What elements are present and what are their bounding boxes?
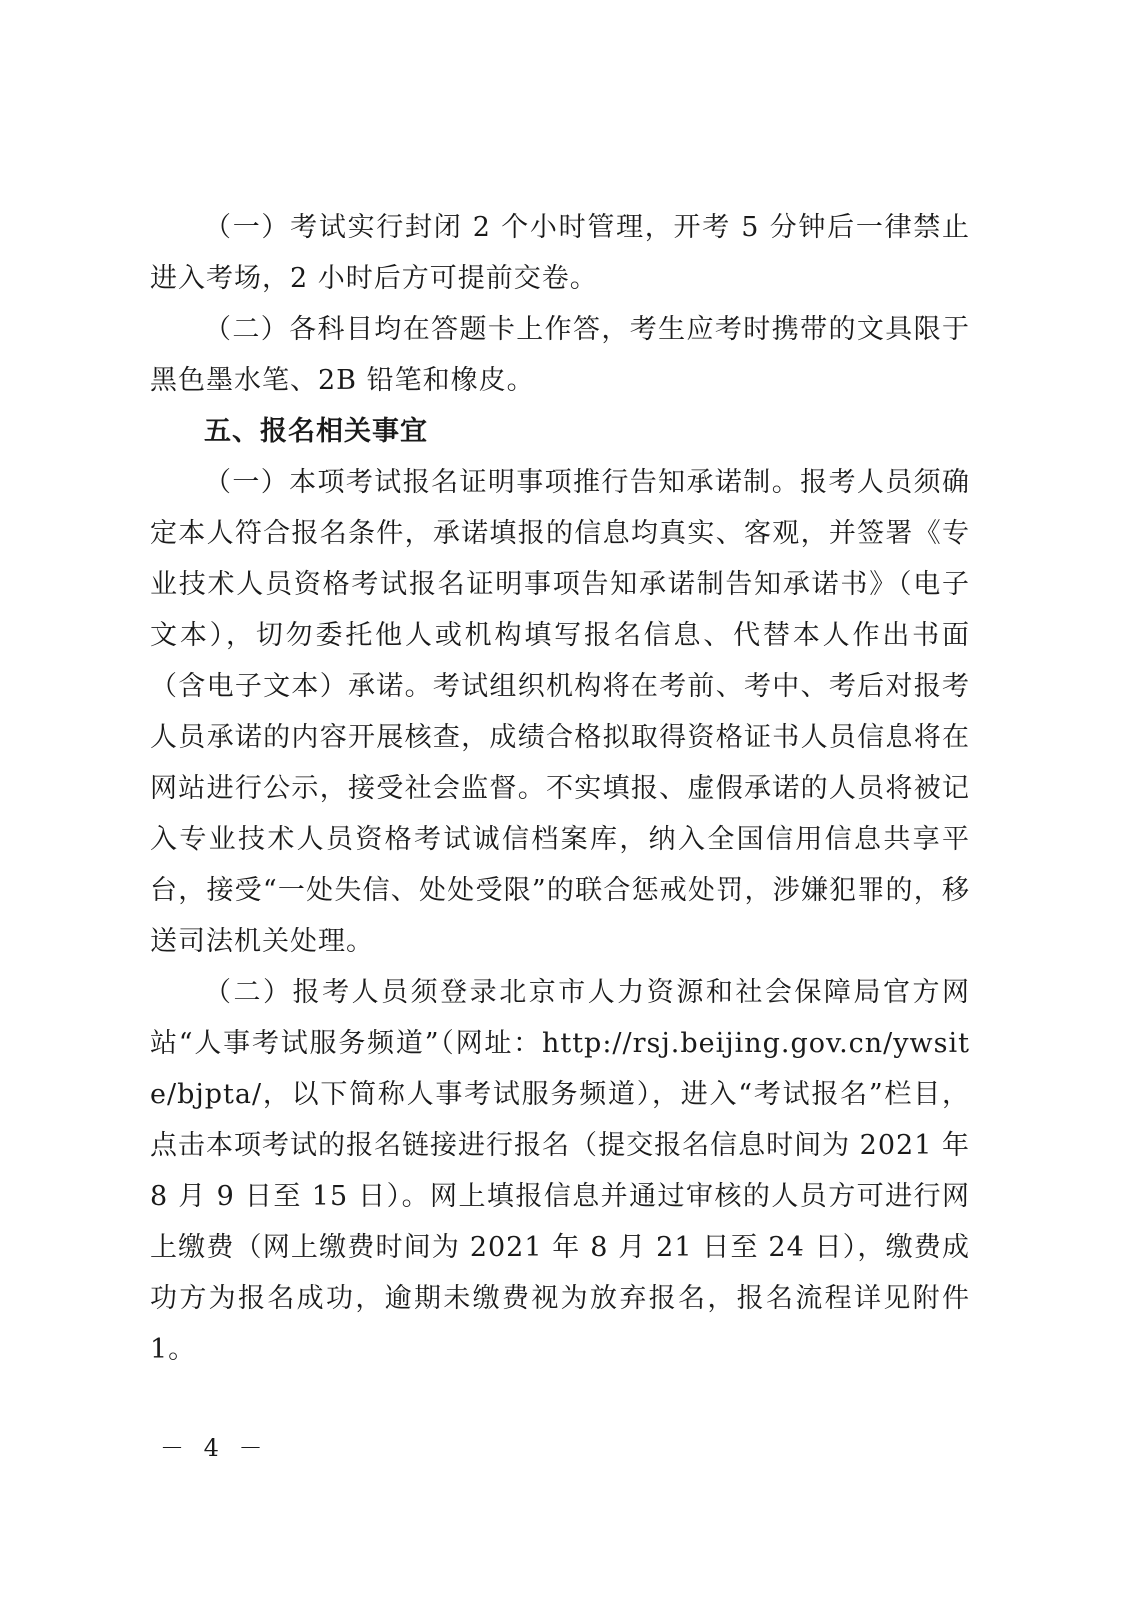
page-number: － 4 －	[160, 1434, 269, 1462]
document-body	[150, 202, 970, 1375]
paragraph-exam-closed-management: （一）考试实行封闭 2 个小时管理，开考 5 分钟后一律禁止进入考场，2 小时后方可提前交卷。	[150, 212, 970, 294]
paragraph-commitment-system: （一）本项考试报名证明事项推行告知承诺制。报考人员须确定本人符合报名条件，承诺填报的信息均真实、客观，并签署《专业技术人员资格考试报名证明事项告知承诺制告知承诺书》（电子文本），切勿委托他人或机构填写报名信息、代替本人作出书面（含电子文本）承诺。考试组织机构将在考前、考中、考后对报考人员承诺的内容开展核查，成绩合格拟取得资格证书人员信息将在网站进行公示，接受社会监督。不实填报、虚假承诺的人员将被记入专业技术人员资格考试诚信档案库，纳入全国信用信息共享平台，接受“一处失信、处处受限”的联合惩戒处罚，涉嫌犯罪的，移送司法机关处理。	[150, 467, 970, 957]
paragraph-answer-sheet-stationery: （二）各科目均在答题卡上作答，考生应考时携带的文具限于黑色墨水笔、2B 铅笔和橡皮。	[150, 314, 970, 396]
section-heading-registration: 五、报名相关事宜	[204, 416, 428, 447]
paragraph-online-registration: （二）报考人员须登录北京市人力资源和社会保障局官方网站“人事考试服务频道”（网址：http://rsj.beijing.gov.cn/ywsite/bjpta/，以下简称人事考试服务频道），进入“考试报名”栏目，点击本项考试的报名链接进行报名（提交报名信息时间为 2021 年 8 月 9 日至 15 日）。网上填报信息并通过审核的人员方可进行网上缴费（网上缴费时间为 2021 年 8 月 21 日至 24 日），缴费成功方为报名成功，逾期未缴费视为放弃报名，报名流程详见附件 1。	[150, 977, 970, 1365]
